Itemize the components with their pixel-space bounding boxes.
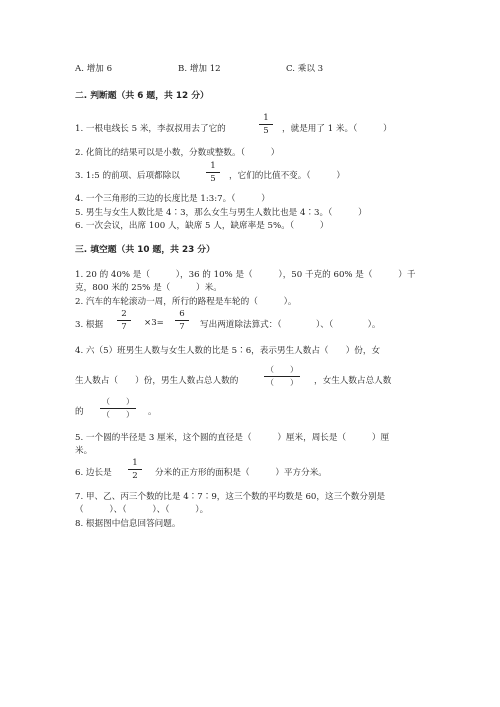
- judge-q3-pre: 3. 1:5 的前项、后项都除以: [75, 171, 180, 181]
- blank-denominator: （ ）: [102, 410, 134, 419]
- fill-q3-post: 写出两道除法算式：（ ）、（ ）。: [200, 320, 381, 330]
- fill-q8: 8. 根据图中信息回答问题。: [75, 519, 181, 529]
- section-title-judgement: 二. 判断题（共 6 题，共 12 分）: [75, 91, 209, 101]
- fraction-bar: [128, 469, 142, 470]
- fraction-numerator: 6: [179, 309, 185, 319]
- judge-q3-post: ，它们的比值不变。（ ）: [229, 171, 346, 181]
- judge-q1-fraction: [259, 113, 273, 136]
- fraction-denominator: 2: [132, 471, 138, 481]
- judge-q6: 6. 一次会议，出席 100 人，缺席 5 人，缺席率是 5%。（ ）: [75, 221, 329, 231]
- fraction-denominator: 5: [263, 126, 269, 136]
- fill-q4-blank-fraction-1: [262, 365, 302, 388]
- fill-q3-pre: 3. 根据: [75, 320, 104, 330]
- judge-q4: 4. 一个三角形的三边的长度比是 1:3:7。（ ）: [75, 194, 270, 204]
- option-a: A. 增加 6: [75, 64, 113, 74]
- option-b: B. 增加 12: [178, 64, 221, 74]
- fraction-numerator: 2: [121, 309, 127, 319]
- judge-q5: 5. 男生与女生人数比是 4∶3，那么女生与男生人数比也是 4∶3。（ ）: [75, 208, 367, 218]
- fill-q6-fraction: [128, 458, 142, 481]
- fraction-numerator: 1: [132, 458, 138, 468]
- judge-q1-post: ，就是用了 1 米。（ ）: [282, 124, 392, 134]
- fraction-denominator: 5: [210, 174, 216, 184]
- fill-q4-line2-post: ，女生人数占总人数: [314, 376, 392, 386]
- judge-q3-fraction: [206, 161, 220, 184]
- fraction-bar: [117, 320, 131, 321]
- fraction-numerator: 1: [210, 161, 216, 171]
- option-c: C. 乘以 3: [286, 64, 324, 74]
- fraction-bar: [259, 124, 273, 125]
- section-title-fill: 三. 填空题（共 10 题，共 23 分）: [75, 245, 215, 255]
- fill-q3-fraction-1: [117, 309, 131, 332]
- judge-q1-pre: 1. 一根电线长 5 米，李叔叔用去了它的: [75, 124, 226, 134]
- blank-numerator: （ ）: [266, 365, 298, 374]
- fill-q5-line2: 米。: [75, 446, 93, 456]
- fraction-bar: [175, 320, 189, 321]
- fill-q7-line2: （ ）、（ ）、（ ）。: [75, 505, 209, 515]
- fraction-bar: [206, 172, 220, 173]
- judge-q2: 2. 化简比的结果可以是小数，分数或整数。（ ）: [75, 148, 280, 158]
- fill-q1-line1: 1. 20 的 40% 是（ ），36 的 10% 是（ ），50 千克的 60% 是（ ）千: [75, 270, 416, 280]
- fill-q4-blank-fraction-2: [98, 397, 138, 420]
- fraction-denominator: 7: [179, 322, 185, 332]
- blank-numerator: （ ）: [102, 397, 134, 406]
- fill-q4-line3-post: 。: [148, 407, 157, 417]
- fill-q4-line2-pre: 生人数占（ ）份，男生人数占总人数的: [75, 376, 239, 386]
- fill-q5-line1: 5. 一个圆的半径是 3 厘米，这个圆的直径是（ ）厘米，周长是（ ）厘: [75, 433, 390, 443]
- fill-q4-line3-pre: 的: [75, 407, 84, 417]
- fill-q3-fraction-2: [175, 309, 189, 332]
- fraction-denominator: 7: [121, 322, 127, 332]
- fill-q2: 2. 汽车的车轮滚动一周，所行的路程是车轮的（ ）。: [75, 297, 297, 307]
- fraction-numerator: 1: [263, 113, 269, 123]
- fraction-bar: [264, 376, 300, 377]
- fill-q6-post: 分米的正方形的面积是（ ）平方分米。: [155, 468, 327, 478]
- fill-q3-mid: ×3=: [144, 318, 164, 328]
- fill-q7-line1: 7. 甲、乙、丙三个数的比是 4∶7∶9，这三个数的平均数是 60，这三个数分别是: [75, 492, 386, 502]
- fill-q6-pre: 6. 边长是: [75, 468, 112, 478]
- fill-q4-line1: 4. 六（5）班男生人数与女生人数的比是 5∶6，表示男生人数占（ ）份，女: [75, 346, 381, 356]
- fill-q1-line2: 克，800 米的 25% 是（ ）米。: [75, 283, 222, 293]
- blank-denominator: （ ）: [266, 378, 298, 387]
- fraction-bar: [100, 408, 136, 409]
